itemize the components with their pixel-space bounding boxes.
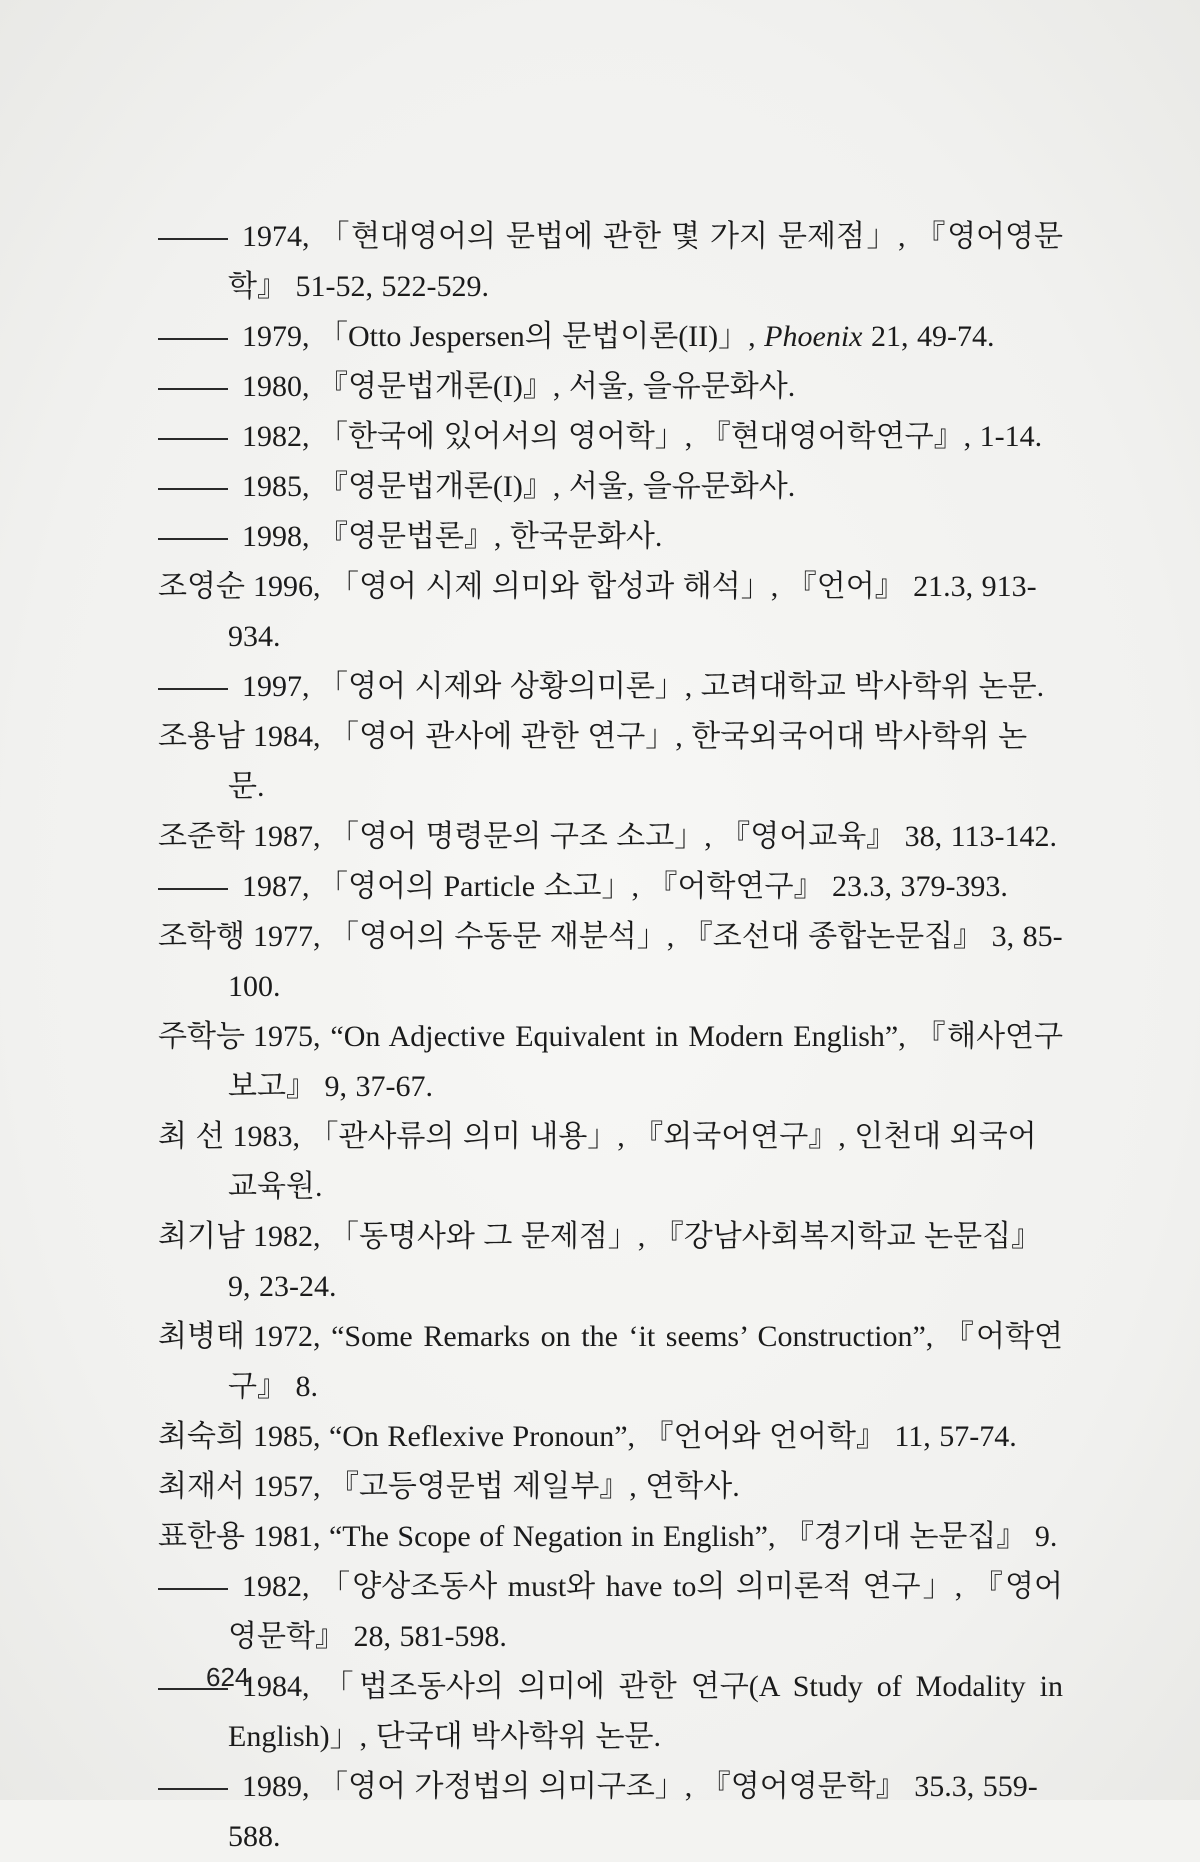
reference-year: 1997, — [242, 670, 310, 703]
ditto-dash — [158, 688, 228, 691]
reference-entry — [158, 412, 1063, 462]
reference-year: 1985, — [252, 1420, 321, 1453]
reference-year: 1983, — [232, 1120, 300, 1153]
reference-text: 『영문법개론(I)』, 서울, 을유문화사. — [318, 470, 796, 503]
reference-text: 「동명사와 그 문제점」, 『강남사회복지학교 논문집』 9, 23-24. — [228, 1220, 1042, 1303]
reference-author: 조영순 — [158, 570, 245, 603]
reference-year: 1957, — [252, 1470, 321, 1503]
reference-pages: 21, 49-74. — [862, 320, 995, 353]
ditto-dash — [158, 238, 228, 241]
reference-text: 「영어 명령문의 구조 소고」, 『영어교육』 38, 113-142. — [328, 820, 1058, 853]
reference-text: 「Otto Jespersen의 문법이론(II)」, — [318, 320, 765, 353]
reference-author: 조학행 — [158, 920, 245, 953]
ditto-dash — [158, 388, 228, 391]
reference-text: 『영문법론』, 한국문화사. — [318, 520, 663, 553]
reference-author: 최 선 — [158, 1120, 225, 1153]
reference-year: 1985, — [242, 470, 310, 503]
reference-entry — [158, 1212, 1063, 1312]
reference-year: 1980, — [242, 370, 310, 403]
reference-text: “Some Remarks on the ‘it seems’ Construction”, 『어학연구』 8. — [228, 1320, 1063, 1403]
reference-journal: Phoenix — [764, 320, 863, 353]
reference-text: 「영어 가정법의 의미구조」, 『영어영문학』 35.3, 559-588. — [228, 1770, 1038, 1853]
page-number: 624 — [206, 1662, 250, 1692]
reference-year: 1987, — [252, 820, 321, 853]
reference-entry — [158, 912, 1063, 1012]
reference-entry — [158, 462, 1063, 512]
reference-year: 1972, — [252, 1320, 321, 1353]
reference-year: 1982, — [242, 420, 310, 453]
reference-text: 「한국에 있어서의 영어학」, 『현대영어학연구』, 1-14. — [318, 420, 1043, 453]
reference-year: 1998, — [242, 520, 310, 553]
reference-entry — [158, 1012, 1063, 1112]
ditto-dash — [158, 1588, 228, 1591]
reference-entry — [158, 812, 1063, 862]
reference-author: 최재서 — [158, 1470, 245, 1503]
reference-year: 1996, — [252, 570, 321, 603]
reference-list — [158, 212, 1063, 1862]
reference-year: 1977, — [252, 920, 321, 953]
reference-year: 1984, — [242, 1670, 310, 1703]
reference-text: 「현대영어의 문법에 관한 몇 가지 문제점」, 『영어영문학』 51-52, 522-529. — [228, 220, 1064, 303]
reference-entry — [158, 1512, 1063, 1562]
reference-year: 1982, — [242, 1570, 310, 1603]
reference-author: 조용남 — [158, 720, 245, 753]
reference-author: 조준학 — [158, 820, 245, 853]
ditto-dash — [158, 538, 228, 541]
ditto-dash — [158, 338, 228, 341]
reference-text: 『영문법개론(I)』, 서울, 을유문화사. — [318, 370, 796, 403]
reference-year: 1981, — [252, 1520, 321, 1553]
reference-text: 『고등영문법 제일부』, 연학사. — [328, 1470, 740, 1503]
reference-year: 1989, — [242, 1770, 310, 1803]
reference-entry — [158, 1662, 1063, 1762]
ditto-dash — [158, 888, 228, 891]
reference-text: “On Reflexive Pronoun”, 『언어와 언어학』 11, 57-74. — [328, 1420, 1017, 1453]
reference-text: 「법조동사의 의미에 관한 연구(A Study of Modality in English)」, 단국대 박사학위 논문. — [228, 1670, 1064, 1753]
reference-entry — [158, 862, 1063, 912]
reference-text: 「영어 시제 의미와 합성과 해석」, 『언어』 21.3, 913-934. — [228, 570, 1037, 653]
reference-text: “The Scope of Negation in English”, 『경기대 논문집』 9. — [328, 1520, 1058, 1553]
reference-year: 1979, — [242, 320, 310, 353]
reference-text: “On Adjective Equivalent in Modern English”, 『해사연구보고』 9, 37-67. — [228, 1020, 1064, 1103]
ditto-dash — [158, 438, 228, 441]
reference-author: 주학능 — [158, 1020, 245, 1053]
reference-year: 1987, — [242, 870, 310, 903]
reference-text: 「관사류의 의미 내용」, 『외국어연구』, 인천대 외국어교육원. — [228, 1120, 1037, 1203]
reference-entry — [158, 1112, 1063, 1212]
reference-year: 1974, — [242, 220, 310, 253]
reference-text: 「영어의 Particle 소고」, 『어학연구』 23.3, 379-393. — [318, 870, 1008, 903]
reference-text: 「양상조동사 must와 have to의 의미론적 연구」, 『영어영문학』 28, 581-598. — [228, 1570, 1063, 1653]
reference-year: 1975, — [252, 1020, 321, 1053]
reference-author: 최기남 — [158, 1220, 245, 1253]
reference-entry — [158, 1412, 1063, 1462]
reference-author: 최병태 — [158, 1320, 245, 1353]
reference-entry — [158, 312, 1063, 362]
reference-year: 1984, — [252, 720, 321, 753]
ditto-dash — [158, 1788, 228, 1791]
reference-entry — [158, 1462, 1063, 1512]
reference-entry — [158, 662, 1063, 712]
reference-entry — [158, 562, 1063, 662]
reference-author: 최숙희 — [158, 1420, 245, 1453]
reference-author: 표한용 — [158, 1520, 245, 1553]
reference-entry — [158, 212, 1063, 312]
reference-entry — [158, 1312, 1063, 1412]
reference-entry — [158, 512, 1063, 562]
reference-entry — [158, 362, 1063, 412]
reference-entry — [158, 1762, 1063, 1862]
reference-entry — [158, 1562, 1063, 1662]
reference-text: 「영어 관사에 관한 연구」, 한국외국어대 박사학위 논문. — [228, 720, 1028, 803]
reference-text: 「영어의 수동문 재분석」, 『조선대 종합논문집』 3, 85-100. — [228, 920, 1063, 1003]
reference-text: 「영어 시제와 상황의미론」, 고려대학교 박사학위 논문. — [318, 670, 1045, 703]
reference-year: 1982, — [252, 1220, 321, 1253]
reference-entry — [158, 712, 1063, 812]
ditto-dash — [158, 488, 228, 491]
